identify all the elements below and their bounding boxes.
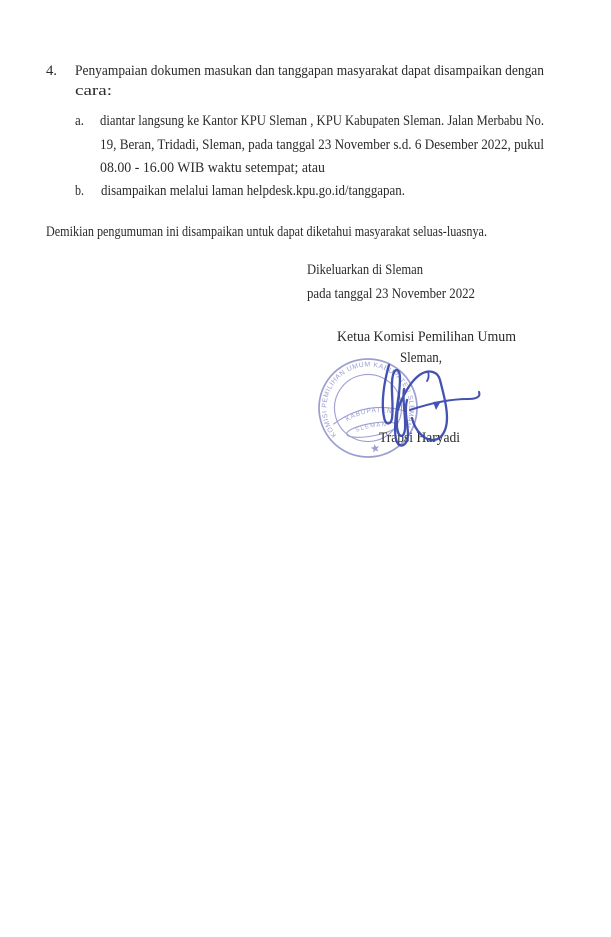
item-4-number: 4. [46,63,57,79]
signatory-title-line-1: Ketua Komisi Pemilihan Umum [337,329,517,345]
signatory-name: Trapsi Haryadi [379,430,460,446]
list-a-line-1: diantar langsung ke Kantor KPU Sleman , KPU Kabupaten Sleman. Jalan Merbabu No. [100,113,544,129]
stamp-center-text-top: KABUPATEN [344,407,394,424]
signatory-title-line-2: Sleman, [400,350,442,366]
signature-stroke-tick [427,372,429,381]
signature-ink-mark [433,401,441,410]
list-a-line-2: 19, Beran, Tridadi, Sleman, pada tanggal 23 November s.d. 6 Desember 2022, pukul [100,137,544,153]
item-4-line-1: Penyampaian dokumen masukan dan tanggapan masyarakat dapat disampaikan dengan [75,63,545,79]
list-marker-b: b. [75,183,84,199]
list-a-line-3: 08.00 - 16.00 WIB waktu setempat; atau [100,160,326,176]
issued-place-line: Dikeluarkan di Sleman [307,262,424,278]
stamp-ring-text: KOMISI PEMILIHAN UMUM KABUPATEN SLEMAN [321,361,415,439]
closing-line: Demikian pengumuman ini disampaikan untuk dapat diketahui masyarakat seluas-luasnya. [46,224,487,240]
handwritten-signature [310,348,495,473]
list-b-line-1: disampaikan melalui laman helpdesk.kpu.go.id/tanggapan. [101,183,405,199]
list-marker-a: a. [75,113,84,129]
stamp-center-text-bottom: SLEMAN [354,422,388,434]
issued-date-line: pada tanggal 23 November 2022 [307,286,475,302]
item-4-line-2: cara: [75,83,112,99]
